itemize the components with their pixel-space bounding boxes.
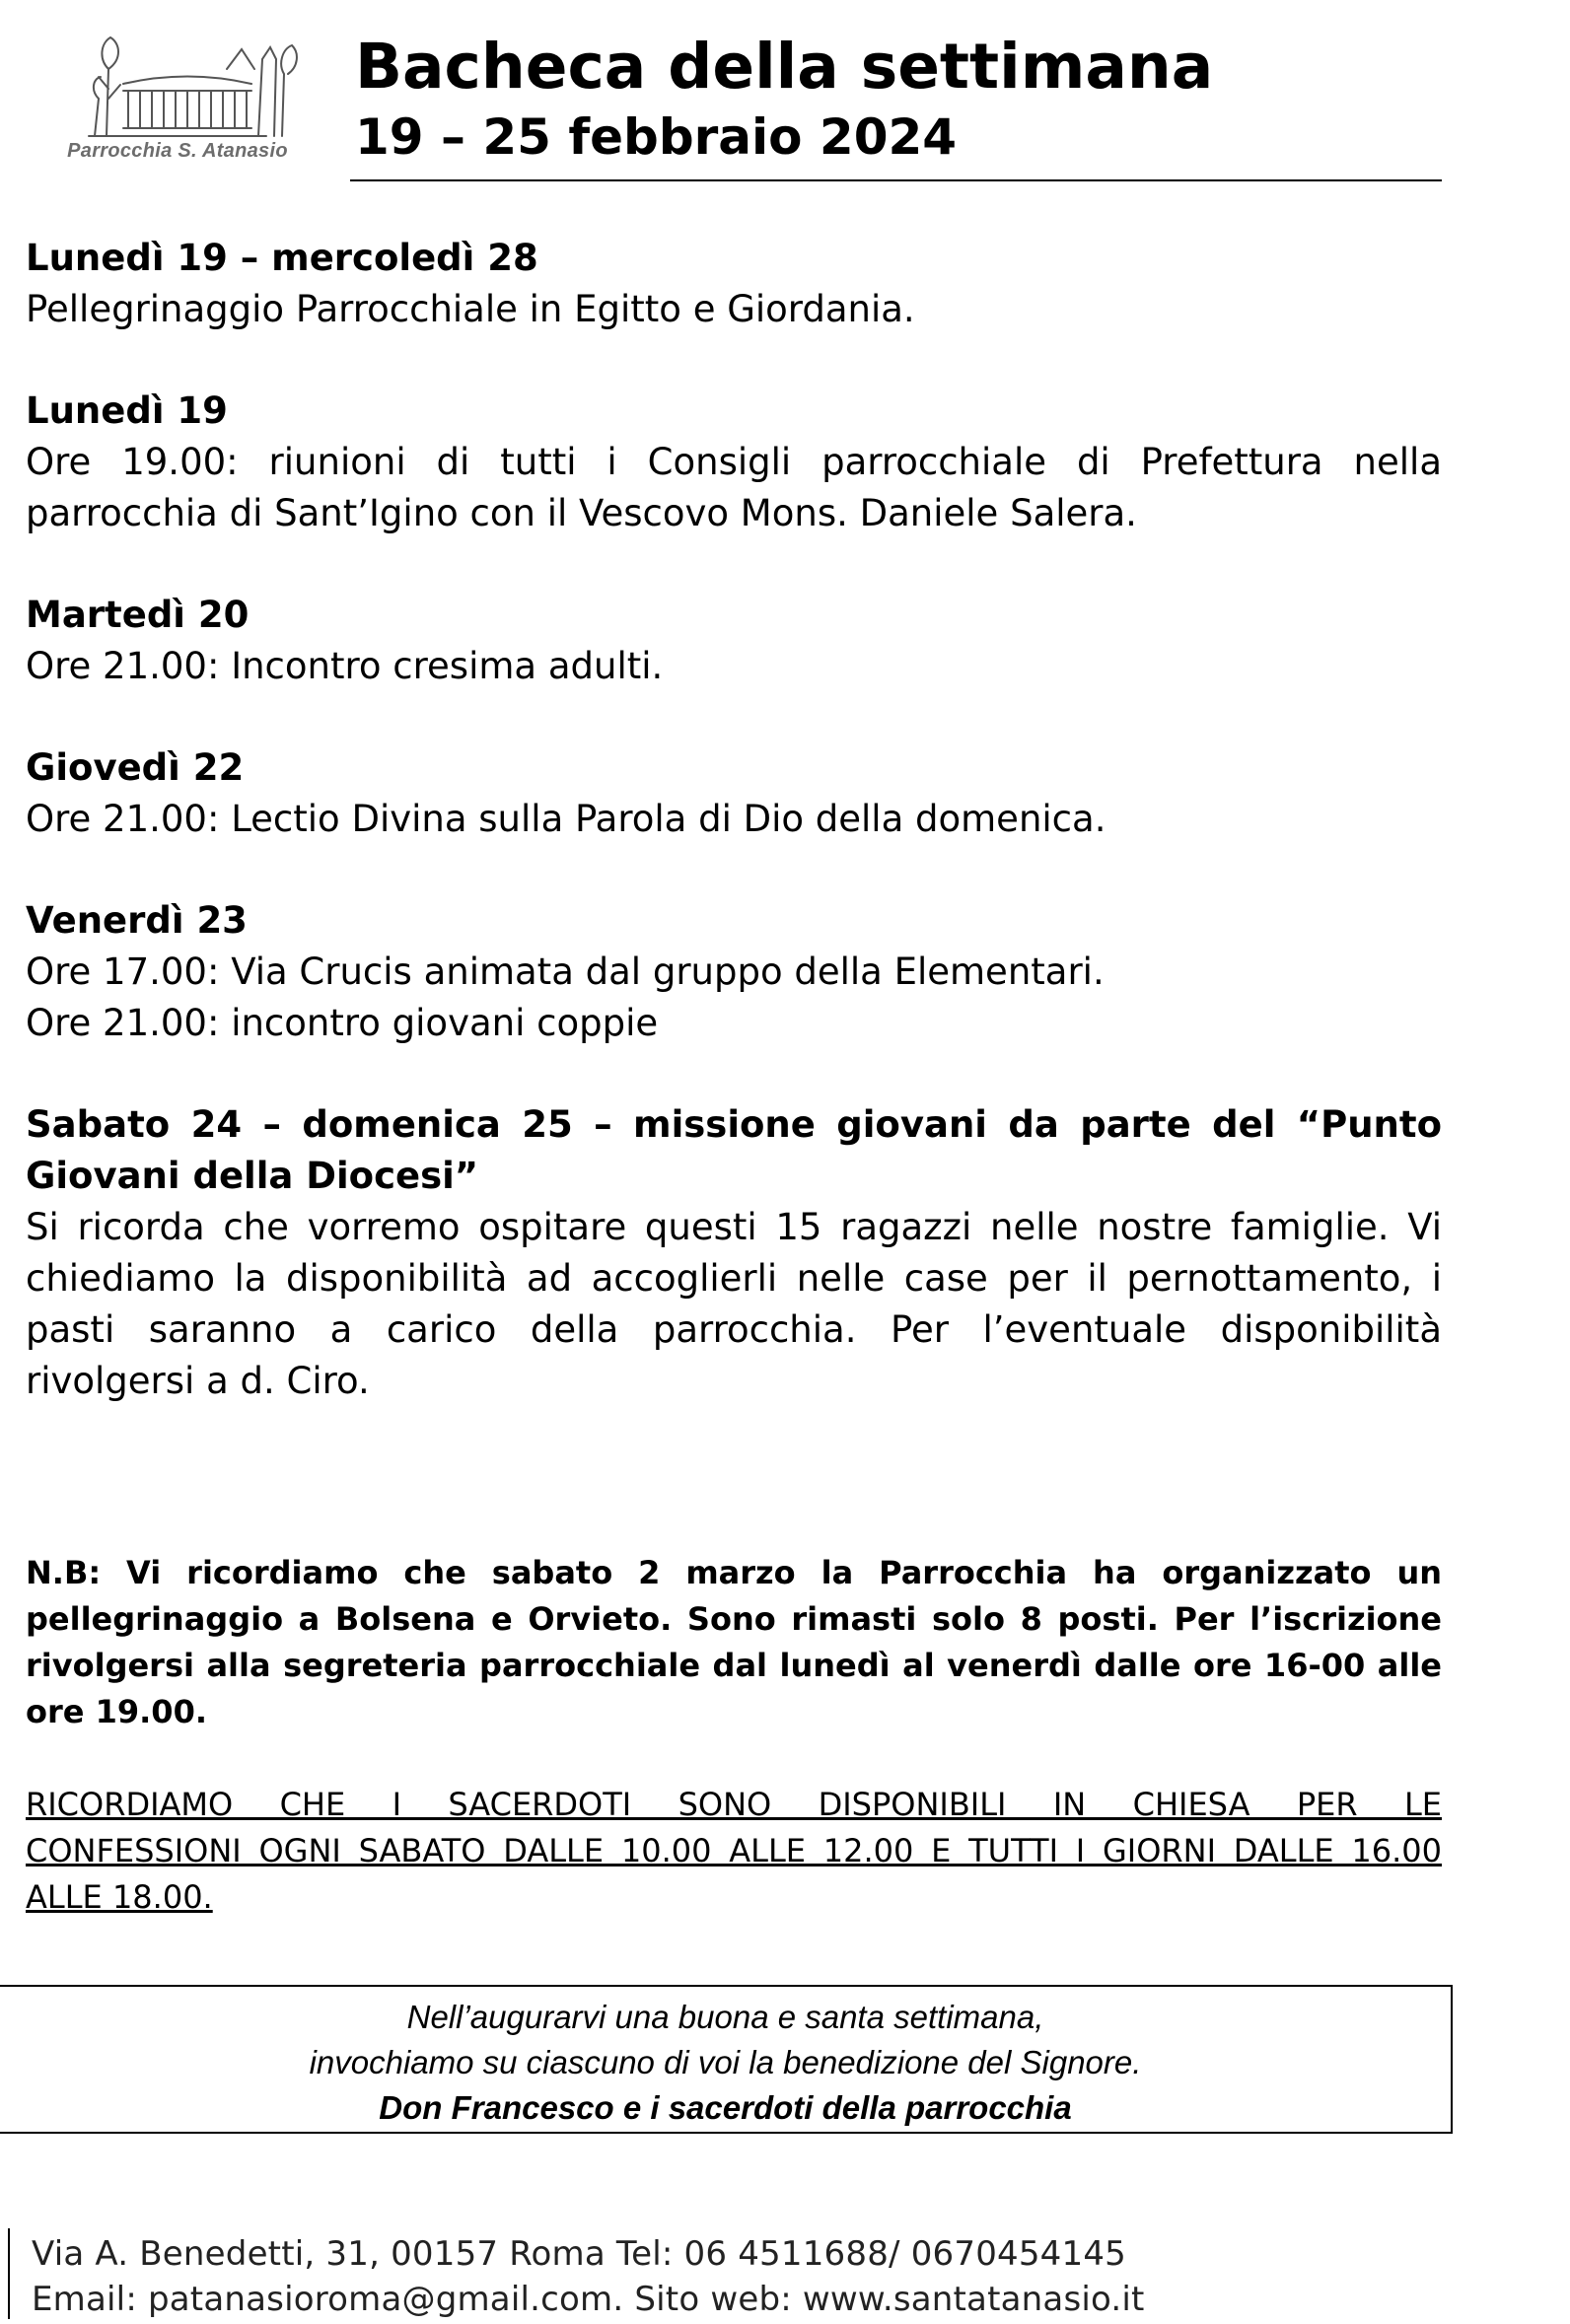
week-dates: 19 – 25 febbraio 2024 bbox=[355, 108, 958, 166]
header-divider bbox=[350, 179, 1442, 181]
footer-address: Via A. Benedetti, 31, 00157 Roma Tel: 06 4511688/ 0670454145 bbox=[32, 2234, 1127, 2274]
event-day: Giovedì 22 bbox=[26, 746, 245, 789]
greeting-line: Nell’augurarvi una buona e santa settimana, bbox=[406, 1999, 1044, 2035]
event-text: Ore 21.00: Lectio Divina sulla Parola di Dio della domenica. bbox=[26, 798, 1106, 840]
event-day: Lunedì 19 bbox=[26, 389, 228, 432]
event-text: Ore 21.00: incontro giovani coppie bbox=[26, 1002, 659, 1044]
event-block bbox=[26, 895, 1442, 1049]
events-list bbox=[26, 233, 1442, 1457]
greeting-box bbox=[0, 1985, 1453, 2134]
event-text: Pellegrinaggio Parrocchiale in Egitto e Giordania. bbox=[26, 288, 915, 330]
event-text: Ore 17.00: Via Crucis animata dal gruppo della Elementari. bbox=[26, 951, 1105, 993]
event-text: Ore 21.00: Incontro cresima adulti. bbox=[26, 645, 664, 687]
greeting-line: invochiamo su ciascuno di voi la benedizione del Signore. bbox=[309, 2044, 1142, 2080]
event-day: Venerdì 23 bbox=[26, 899, 248, 942]
church-sketch-icon bbox=[30, 30, 325, 138]
event-day: Lunedì 19 – mercoledì 28 bbox=[26, 237, 538, 279]
page-title: Bacheca della settimana bbox=[355, 31, 1214, 103]
logo-caption: Parrocchia S. Atanasio bbox=[67, 140, 288, 162]
event-text: Si ricorda che vorremo ospitare questi 15 ragazzi nelle nostre famiglie. Vi chiediamo la disponibilità ad accoglierli nelle case per il pernottamento, i pasti saranno a carico della parrocchia. Per l’eventuale disponibilità rivolgersi a d. Ciro. bbox=[26, 1206, 1442, 1402]
footer bbox=[32, 2231, 1314, 2322]
confessions-line: RICORDIAMO CHE I SACERDOTI SONO DISPONIBILI IN CHIESA PER LE bbox=[26, 1786, 1442, 1823]
event-block bbox=[26, 386, 1442, 539]
confessions-line: CONFESSIONI OGNI SABATO DALLE 10.00 ALLE 12.00 E TUTTI I GIORNI DALLE 16.00 bbox=[26, 1832, 1442, 1869]
event-block bbox=[26, 742, 1442, 845]
greeting-signature: Don Francesco e i sacerdoti della parrocchia bbox=[379, 2089, 1072, 2126]
confessions-notice bbox=[26, 1782, 1442, 1921]
footer-divider bbox=[8, 2228, 10, 2319]
confessions-line: ALLE 18.00. bbox=[26, 1878, 213, 1916]
footer-contacts: Email: patanasioroma@gmail.com. Sito web: www.santatanasio.it bbox=[32, 2280, 1145, 2319]
parish-logo bbox=[30, 30, 325, 177]
event-block bbox=[26, 1099, 1442, 1407]
event-block bbox=[26, 590, 1442, 692]
pilgrimage-note: N.B: Vi ricordiamo che sabato 2 marzo la Parrocchia ha organizzato un pellegrinaggio a Bolsena e Orvieto. Sono rimasti solo 8 posti. Per l’iscrizione rivolgersi alla segreteria parrocchiale dal lunedì al venerdì dalle ore 16-00 alle ore 19.00. bbox=[26, 1554, 1442, 1730]
event-block bbox=[26, 233, 1442, 335]
header bbox=[355, 28, 1440, 168]
event-day: Martedì 20 bbox=[26, 594, 250, 636]
event-text: Ore 19.00: riunioni di tutti i Consigli parrocchiale di Prefettura nella parrocchia di Sant’Igino con il Vescovo Mons. Daniele Salera. bbox=[26, 441, 1442, 534]
event-day: Sabato 24 – domenica 25 – missione giovani da parte del “Punto Giovani della Diocesi” bbox=[26, 1103, 1442, 1197]
